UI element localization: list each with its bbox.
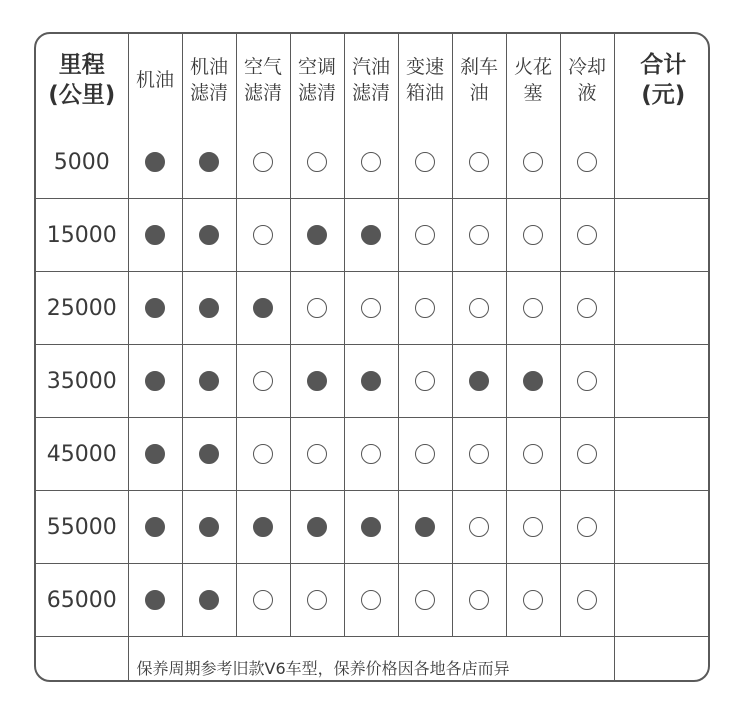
- item-header-spark-plug: [506, 34, 560, 126]
- filled-circle-icon: [145, 517, 165, 537]
- empty-circle-icon: [361, 298, 381, 318]
- empty-circle-icon: [523, 590, 543, 610]
- empty-circle-icon: [469, 152, 489, 172]
- mark-cell: [398, 491, 452, 564]
- schedule-row: [36, 491, 710, 564]
- empty-circle-icon: [523, 517, 543, 537]
- empty-circle-icon: [523, 225, 543, 245]
- filled-circle-icon: [199, 371, 219, 391]
- mark-cell: [452, 126, 506, 199]
- empty-circle-icon: [415, 371, 435, 391]
- mark-cell: [506, 491, 560, 564]
- item-header-ac-filter: [290, 34, 344, 126]
- mark-cell: [182, 199, 236, 272]
- mark-cell: [128, 491, 182, 564]
- mileage-cell: 15000: [36, 199, 128, 272]
- item-header-line1: 空气: [243, 56, 282, 78]
- item-header-line2: 箱油: [405, 82, 444, 104]
- schedule-row: [36, 418, 710, 491]
- mark-cell: [290, 199, 344, 272]
- mark-cell: [506, 418, 560, 491]
- mileage-cell: 25000: [36, 272, 128, 345]
- filled-circle-icon: [307, 517, 327, 537]
- item-header-line1: 机油: [189, 56, 228, 78]
- total-cell: [614, 418, 710, 491]
- mark-cell: [128, 126, 182, 199]
- filled-circle-icon: [145, 371, 165, 391]
- filled-circle-icon: [415, 517, 435, 537]
- filled-circle-icon: [361, 517, 381, 537]
- empty-circle-icon: [361, 152, 381, 172]
- empty-circle-icon: [415, 298, 435, 318]
- mark-cell: [128, 272, 182, 345]
- filled-circle-icon: [199, 517, 219, 537]
- empty-circle-icon: [523, 444, 543, 464]
- filled-circle-icon: [307, 371, 327, 391]
- mark-cell: [236, 491, 290, 564]
- total-header: [614, 34, 710, 126]
- mark-cell: [182, 491, 236, 564]
- empty-circle-icon: [307, 152, 327, 172]
- empty-circle-icon: [307, 444, 327, 464]
- empty-circle-icon: [415, 590, 435, 610]
- schedule-row: [36, 199, 710, 272]
- maintenance-schedule-card: [34, 32, 710, 682]
- schedule-body: [36, 126, 710, 682]
- mark-cell: [182, 345, 236, 418]
- filled-circle-icon: [145, 225, 165, 245]
- total-cell: [614, 199, 710, 272]
- mark-cell: [236, 345, 290, 418]
- item-header-transmission-oil: [398, 34, 452, 126]
- item-header-line1: 汽油: [351, 56, 390, 78]
- mark-cell: [236, 126, 290, 199]
- mark-cell: [236, 199, 290, 272]
- empty-circle-icon: [577, 371, 597, 391]
- mark-cell: [452, 564, 506, 637]
- empty-circle-icon: [307, 590, 327, 610]
- note-total-cell: [614, 637, 710, 683]
- filled-circle-icon: [199, 590, 219, 610]
- empty-circle-icon: [577, 590, 597, 610]
- mark-cell: [506, 199, 560, 272]
- mark-cell: [128, 564, 182, 637]
- mark-cell: [398, 418, 452, 491]
- mark-cell: [344, 564, 398, 637]
- mileage-header-line1: 里程: [58, 52, 105, 78]
- filled-circle-icon: [145, 444, 165, 464]
- empty-circle-icon: [361, 444, 381, 464]
- mark-cell: [452, 199, 506, 272]
- item-header-coolant: [560, 34, 614, 126]
- mark-cell: [452, 272, 506, 345]
- mark-cell: [236, 418, 290, 491]
- mark-cell: [452, 491, 506, 564]
- filled-circle-icon: [523, 371, 543, 391]
- header-row: [36, 34, 710, 126]
- mark-cell: [290, 564, 344, 637]
- mark-cell: [506, 272, 560, 345]
- empty-circle-icon: [253, 225, 273, 245]
- mark-cell: [560, 345, 614, 418]
- filled-circle-icon: [307, 225, 327, 245]
- mileage-header-line2: (公里): [48, 82, 116, 108]
- note-row: [36, 637, 710, 683]
- mark-cell: [506, 345, 560, 418]
- empty-circle-icon: [253, 590, 273, 610]
- maintenance-schedule-table: [36, 34, 710, 682]
- filled-circle-icon: [145, 152, 165, 172]
- mark-cell: [344, 199, 398, 272]
- item-header-line2: 滤清: [297, 82, 336, 104]
- item-header-line2: 塞: [523, 82, 543, 104]
- mark-cell: [560, 272, 614, 345]
- mark-cell: [398, 345, 452, 418]
- empty-circle-icon: [469, 517, 489, 537]
- item-header-line1: 刹车: [459, 56, 498, 78]
- empty-circle-icon: [253, 152, 273, 172]
- mark-cell: [290, 126, 344, 199]
- mark-cell: [398, 272, 452, 345]
- filled-circle-icon: [469, 371, 489, 391]
- empty-circle-icon: [307, 298, 327, 318]
- item-header-line1: 空调: [297, 56, 336, 78]
- mark-cell: [344, 272, 398, 345]
- mark-cell: [452, 345, 506, 418]
- mileage-cell: 35000: [36, 345, 128, 418]
- total-header-line1: 合计: [640, 52, 687, 78]
- empty-circle-icon: [523, 152, 543, 172]
- mark-cell: [560, 199, 614, 272]
- empty-circle-icon: [415, 152, 435, 172]
- item-header-brake-fluid: [452, 34, 506, 126]
- mileage-cell: 45000: [36, 418, 128, 491]
- mark-cell: [290, 272, 344, 345]
- mark-cell: [560, 491, 614, 564]
- mark-cell: [344, 418, 398, 491]
- schedule-row: [36, 345, 710, 418]
- empty-circle-icon: [253, 371, 273, 391]
- mark-cell: [506, 126, 560, 199]
- item-header-fuel-filter: [344, 34, 398, 126]
- mark-cell: [236, 564, 290, 637]
- filled-circle-icon: [361, 371, 381, 391]
- mark-cell: [128, 345, 182, 418]
- total-cell: [614, 272, 710, 345]
- total-cell: [614, 126, 710, 199]
- item-header-line2: 液: [577, 82, 597, 104]
- total-cell: [614, 345, 710, 418]
- mark-cell: [560, 418, 614, 491]
- mark-cell: [506, 564, 560, 637]
- filled-circle-icon: [199, 152, 219, 172]
- mark-cell: [344, 126, 398, 199]
- mark-cell: [398, 126, 452, 199]
- total-cell: [614, 491, 710, 564]
- empty-circle-icon: [415, 444, 435, 464]
- mark-cell: [560, 126, 614, 199]
- empty-circle-icon: [577, 517, 597, 537]
- mark-cell: [290, 491, 344, 564]
- filled-circle-icon: [199, 444, 219, 464]
- mark-cell: [398, 564, 452, 637]
- mark-cell: [344, 491, 398, 564]
- item-header-line1: 机油: [135, 69, 174, 91]
- mileage-cell: 5000: [36, 126, 128, 199]
- item-header-line1: 火花: [513, 56, 552, 78]
- mark-cell: [290, 345, 344, 418]
- mileage-cell: 65000: [36, 564, 128, 637]
- item-header-oil-filter: [182, 34, 236, 126]
- filled-circle-icon: [145, 590, 165, 610]
- mark-cell: [182, 126, 236, 199]
- schedule-row: [36, 126, 710, 199]
- total-header-line2: (元): [641, 82, 686, 108]
- item-header-line2: 滤清: [189, 82, 228, 104]
- mark-cell: [236, 272, 290, 345]
- empty-circle-icon: [523, 298, 543, 318]
- filled-circle-icon: [199, 225, 219, 245]
- mark-cell: [452, 418, 506, 491]
- schedule-row: [36, 272, 710, 345]
- note-empty-cell: [36, 637, 128, 683]
- empty-circle-icon: [415, 225, 435, 245]
- note-text: 保养周期参考旧款V6车型，保养价格因各地各店而异: [128, 637, 614, 683]
- mark-cell: [182, 272, 236, 345]
- empty-circle-icon: [577, 152, 597, 172]
- item-header-oil: [128, 34, 182, 126]
- empty-circle-icon: [469, 225, 489, 245]
- mark-cell: [560, 564, 614, 637]
- item-header-air-filter: [236, 34, 290, 126]
- total-cell: [614, 564, 710, 637]
- empty-circle-icon: [253, 444, 273, 464]
- mileage-cell: 55000: [36, 491, 128, 564]
- mark-cell: [128, 199, 182, 272]
- empty-circle-icon: [577, 444, 597, 464]
- mark-cell: [290, 418, 344, 491]
- mark-cell: [344, 345, 398, 418]
- mark-cell: [398, 199, 452, 272]
- empty-circle-icon: [577, 298, 597, 318]
- empty-circle-icon: [361, 590, 381, 610]
- mileage-header: [36, 34, 128, 126]
- mark-cell: [182, 564, 236, 637]
- empty-circle-icon: [469, 444, 489, 464]
- filled-circle-icon: [145, 298, 165, 318]
- item-header-line2: 滤清: [351, 82, 390, 104]
- item-header-line1: 变速: [405, 56, 444, 78]
- schedule-row: [36, 564, 710, 637]
- mark-cell: [182, 418, 236, 491]
- filled-circle-icon: [199, 298, 219, 318]
- item-header-line2: 油: [469, 82, 489, 104]
- filled-circle-icon: [253, 298, 273, 318]
- filled-circle-icon: [253, 517, 273, 537]
- empty-circle-icon: [469, 298, 489, 318]
- empty-circle-icon: [577, 225, 597, 245]
- item-header-line1: 冷却: [567, 56, 606, 78]
- item-header-line2: 滤清: [243, 82, 282, 104]
- empty-circle-icon: [469, 590, 489, 610]
- filled-circle-icon: [361, 225, 381, 245]
- mark-cell: [128, 418, 182, 491]
